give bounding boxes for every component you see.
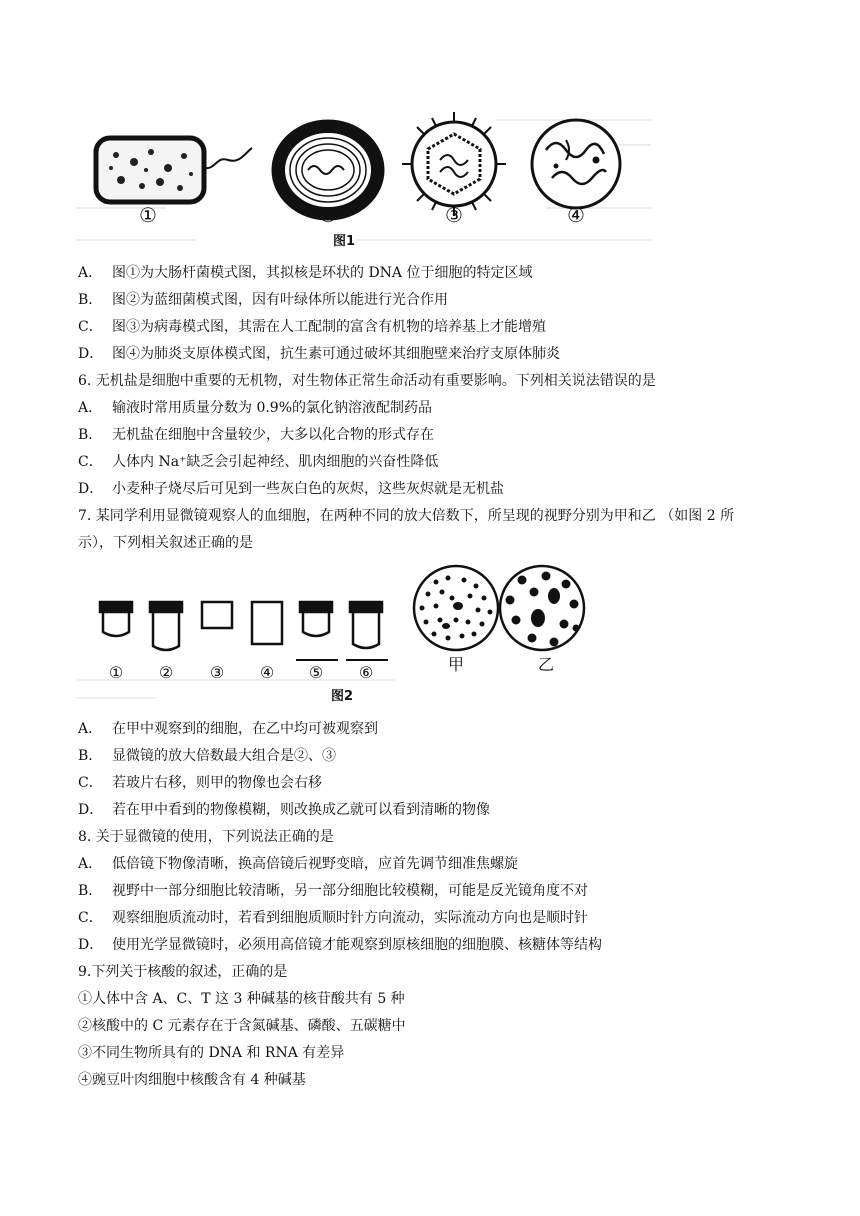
figure-2 <box>76 558 636 708</box>
q9-item-3: ③不同生物所具有的 DNA 和 RNA 有差异 <box>78 1045 345 1061</box>
q9-item-4: ④豌豆叶肉细胞中核酸含有 4 种碱基 <box>78 1072 306 1088</box>
figure-1 <box>76 100 656 260</box>
q6-option-d <box>78 479 504 499</box>
q8-option-d <box>78 935 602 955</box>
field-of-view-yi <box>500 566 584 650</box>
option-letter: B． <box>78 427 103 443</box>
option-letter: B． <box>78 883 103 899</box>
q9-stem: 9.下列关于核酸的叙述，正确的是 <box>78 964 288 980</box>
mycoplasma-diagram <box>532 120 620 208</box>
figure1-label-2: ② <box>319 203 337 227</box>
option-text: 观察细胞质流动时，若看到细胞质顺时针方向流动，实际流动方向也是顺时针 <box>112 910 588 926</box>
objective-lens-5 <box>296 602 338 660</box>
figure2-label-5: ⑤ <box>308 663 324 682</box>
field-of-view-jia <box>414 566 498 650</box>
field-label-jia: 甲 <box>447 655 465 674</box>
figure2-label-1: ① <box>108 663 124 682</box>
figure2-label-6: ⑥ <box>358 663 374 682</box>
option-letter: C． <box>78 454 103 470</box>
q9-item-1: ①人体中含 A、C、T 这 3 种碱基的核苷酸共有 5 种 <box>78 991 405 1007</box>
figure1-label-3: ③ <box>445 203 463 227</box>
option-text: 低倍镜下物像清晰，换高倍镜后视野变暗，应首先调节细准焦螺旋 <box>112 856 518 872</box>
figure2-label-4: ④ <box>259 663 275 682</box>
option-text: 视野中一部分细胞比较清晰，另一部分细胞比较模糊，可能是反光镜角度不对 <box>112 883 588 899</box>
option-letter: D． <box>78 481 104 497</box>
option-text: 人体内 Na⁺缺乏会引起神经、肌肉细胞的兴奋性降低 <box>112 454 439 470</box>
figure2-caption: 图2 <box>330 689 354 704</box>
figure1-label-4: ④ <box>567 203 585 227</box>
q5-option-d <box>78 344 560 364</box>
objective-lens-1 <box>100 602 132 636</box>
option-text: 若在甲中看到的物像模糊，则改换成乙就可以看到清晰的物像 <box>112 802 490 818</box>
option-letter: D． <box>78 937 104 953</box>
q7-stem-line2: 示），下列相关叙述正确的是 <box>78 535 253 551</box>
option-text: 显微镜的放大倍数最大组合是②、③ <box>112 748 336 764</box>
option-text: 输液时常用质量分数为 0.9%的氯化钠溶液配制药品 <box>112 400 433 416</box>
q8-option-c <box>78 908 588 928</box>
objective-lens-2 <box>150 602 182 650</box>
objective-lens-6 <box>346 602 388 660</box>
q9-item-2: ②核酸中的 C 元素存在于含氮碱基、磷酸、五碳糖中 <box>78 1018 406 1034</box>
eyepiece-4 <box>252 602 282 644</box>
q6-option-c <box>78 452 438 472</box>
q8-option-b <box>78 881 588 901</box>
option-text: 图③为病毒模式图，其需在人工配制的富含有机物的培养基上才能增殖 <box>112 319 546 335</box>
option-letter: A． <box>78 721 103 737</box>
option-letter: B． <box>78 748 103 764</box>
q7-option-b <box>78 746 336 766</box>
option-letter: A． <box>78 265 103 281</box>
q7-option-c <box>78 773 322 793</box>
option-letter: A． <box>78 400 103 416</box>
option-letter: D． <box>78 802 104 818</box>
option-text: 使用光学显微镜时，必须用高倍镜才能观察到原核细胞的细胞膜、核糖体等结构 <box>112 937 602 953</box>
q7-option-d <box>78 800 490 820</box>
option-letter: A． <box>78 856 103 872</box>
figure2-label-3: ③ <box>209 663 225 682</box>
q6-stem: 6. 无机盐是细胞中重要的无机物，对生物体正常生命活动有重要影响。下列相关说法错误的是 <box>78 373 656 389</box>
option-text: 小麦种子烧尽后可见到一些灰白色的灰烬，这些灰烬就是无机盐 <box>112 481 504 497</box>
figure1-caption: 图1 <box>332 234 356 249</box>
option-text: 在甲中观察到的细胞，在乙中均可被观察到 <box>112 721 378 737</box>
q6-option-a <box>78 398 432 418</box>
option-letter: D． <box>78 346 104 362</box>
q8-option-a <box>78 854 518 874</box>
option-text: 无机盐在细胞中含量较少，大多以化合物的形式存在 <box>112 427 434 443</box>
q7-option-a <box>78 719 378 739</box>
option-letter: C． <box>78 319 103 335</box>
figure2-label-2: ② <box>158 663 174 682</box>
option-text: 图②为蓝细菌模式图，因有叶绿体所以能进行光合作用 <box>112 292 448 308</box>
option-letter: B． <box>78 292 103 308</box>
bacterium-diagram <box>96 138 252 202</box>
q7-stem-line1: 7. 某同学利用显微镜观察人的血细胞，在两种不同的放大倍数下，所呈现的视野分别为甲和乙 （如图 2 所 <box>78 508 735 524</box>
field-label-yi: 乙 <box>537 655 555 674</box>
figure1-label-1: ① <box>139 203 157 227</box>
q6-option-b <box>78 425 434 445</box>
q8-stem: 8. 关于显微镜的使用，下列说法正确的是 <box>78 829 334 845</box>
eyepiece-3 <box>202 602 232 628</box>
option-text: 图④为肺炎支原体模式图，抗生素可通过破坏其细胞壁来治疗支原体肺炎 <box>112 346 560 362</box>
q5-option-b <box>78 290 448 310</box>
option-letter: C． <box>78 910 103 926</box>
option-text: 图①为大肠杆菌模式图，其拟核是环状的 DNA 位于细胞的特定区域 <box>112 265 533 281</box>
option-letter: C． <box>78 775 103 791</box>
virus-diagram <box>402 112 506 216</box>
option-text: 若玻片右移，则甲的物像也会右移 <box>112 775 322 791</box>
q5-option-c <box>78 317 546 337</box>
q5-option-a <box>78 263 532 283</box>
